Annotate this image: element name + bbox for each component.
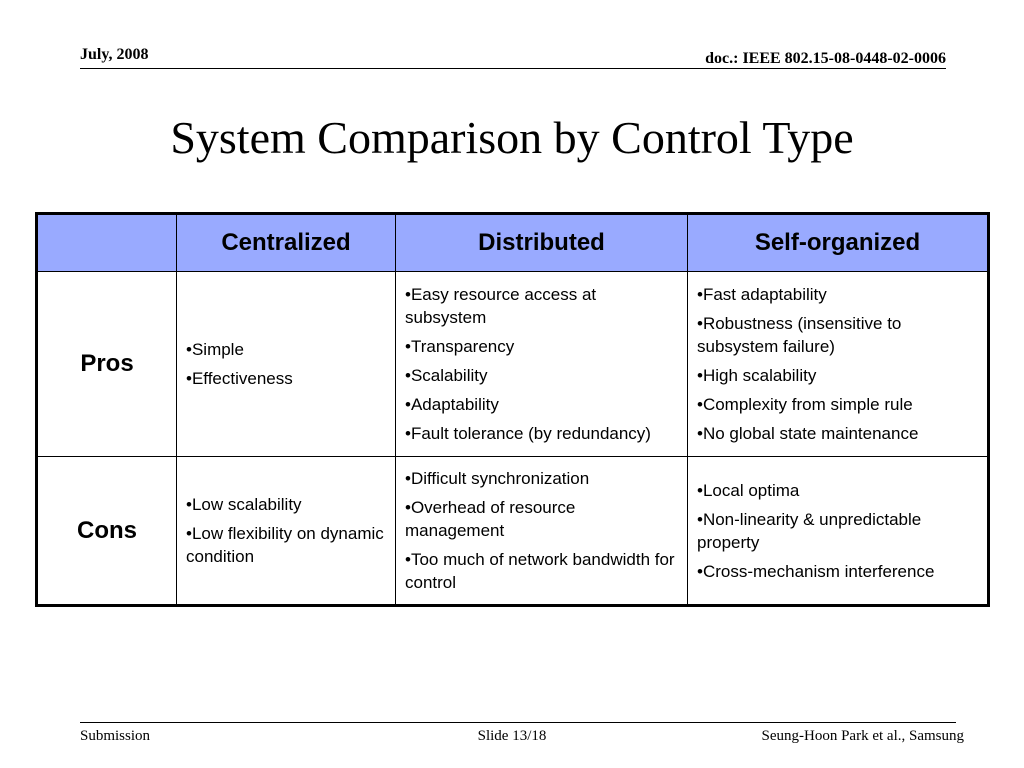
table-header-row: [37, 214, 989, 272]
list-item: • Simple: [186, 338, 387, 361]
cell-cons-self-organized: [688, 457, 989, 606]
list-item: • Easy resource access at subsystem: [405, 283, 679, 329]
header-centralized: Centralized: [177, 214, 396, 272]
list-item: • Transparency: [405, 335, 679, 358]
header-doc-number: doc.: IEEE 802.15-08-0448-02-0006: [705, 50, 946, 67]
list-item: • Local optima: [697, 479, 979, 502]
list-item: • Overhead of resource management: [405, 496, 679, 542]
bullet-list: [405, 467, 679, 594]
cell-pros-centralized: [177, 272, 396, 457]
footer-submission: Submission: [80, 728, 151, 744]
header-self-organized: Self-organized: [688, 214, 989, 272]
row-label-cons: Cons: [37, 457, 177, 606]
footer-slide-number: Slide 13/18: [477, 728, 547, 744]
table-row-cons: [37, 457, 989, 606]
footer-authors: Seung-Hoon Park et al., Samsung: [761, 728, 964, 744]
list-item: • Non-linearity & unpredictable property: [697, 508, 979, 554]
list-item: • Complexity from simple rule: [697, 393, 979, 416]
slide-title: System Comparison by Control Type: [170, 112, 854, 163]
bullet-list: [186, 338, 387, 390]
list-item: • Too much of network bandwidth for control: [405, 548, 679, 594]
list-item: • No global state maintenance: [697, 422, 979, 445]
list-item: • Cross-mechanism interference: [697, 560, 979, 583]
list-item: • Scalability: [405, 364, 679, 387]
bullet-list: [697, 283, 979, 445]
cell-pros-distributed: [396, 272, 688, 457]
list-item: • High scalability: [697, 364, 979, 387]
header-distributed: Distributed: [396, 214, 688, 272]
list-item: • Fault tolerance (by redundancy): [405, 422, 679, 445]
bullet-list: [405, 283, 679, 445]
table-row-pros: [37, 272, 989, 457]
bullet-list: [697, 479, 979, 583]
list-item: • Low flexibility on dynamic condition: [186, 522, 387, 568]
list-item: • Fast adaptability: [697, 283, 979, 306]
cell-pros-self-organized: [688, 272, 989, 457]
cell-cons-centralized: [177, 457, 396, 606]
list-item: • Low scalability: [186, 493, 387, 516]
header-divider: [80, 68, 946, 69]
footer-divider: [80, 722, 956, 723]
header-date: July, 2008: [80, 46, 149, 63]
bullet-list: [186, 493, 387, 568]
header-corner-cell: [37, 214, 177, 272]
list-item: • Adaptability: [405, 393, 679, 416]
cell-cons-distributed: [396, 457, 688, 606]
list-item: • Difficult synchronization: [405, 467, 679, 490]
row-label-pros: Pros: [37, 272, 177, 457]
comparison-table: [35, 212, 990, 607]
list-item: • Robustness (insensitive to subsystem failure): [697, 312, 979, 358]
list-item: • Effectiveness: [186, 367, 387, 390]
